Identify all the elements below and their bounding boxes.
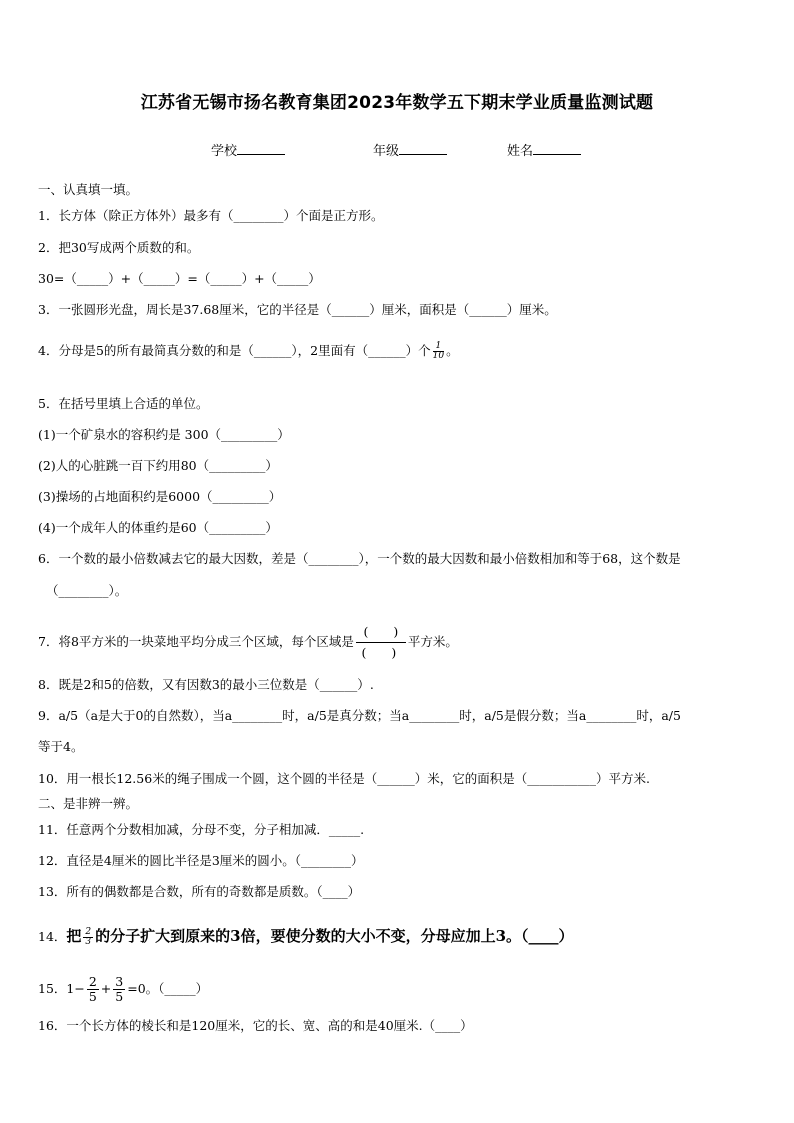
- question-14-pre: 把: [66, 927, 82, 945]
- question-5-part-2: (2)人的心脏跳一百下约用80（_________）: [38, 458, 278, 473]
- question-10: 10．用一根长12.56米的绳子围成一个圆，这个圆的半径是（______）米，它的面积是（___________）平方米.: [38, 771, 650, 786]
- question-16: 16．一个长方体的棱长和是120厘米，它的长、宽、高的和是40厘米.（____）: [38, 1018, 473, 1033]
- question-2-equation: 30=（_____）+（_____）=（_____）+（_____）: [38, 271, 321, 286]
- question-6-line-2: （________）。: [46, 583, 128, 598]
- fraction-denominator: 3: [85, 937, 92, 947]
- equals-zero: =0: [127, 981, 146, 996]
- name-label: 姓名: [507, 144, 534, 159]
- question-14-number: 14．: [38, 929, 67, 944]
- fraction-numerator: 2: [88, 974, 97, 989]
- question-15-number: 15．: [38, 981, 67, 996]
- school-field: [211, 140, 285, 159]
- question-7: [38, 622, 458, 663]
- question-11: 11．任意两个分数相加减，分母不变，分子相加减．_____.: [38, 822, 365, 837]
- fraction-denominator: 5: [115, 989, 124, 1004]
- question-8: 8．既是2和5的倍数，又有因数3的最小三位数是（______）.: [38, 677, 374, 692]
- question-7-end: 平方米。: [407, 634, 458, 649]
- question-3: 3．一张圆形光盘，周长是37.68厘米，它的半径是（______）厘米，面积是（______）厘米。: [38, 302, 557, 317]
- grade-label: 年级: [373, 144, 400, 159]
- question-7-text: 7．将8平方米的一块菜地平均分成三个区域，每个区域是: [38, 634, 354, 649]
- grade-blank[interactable]: [399, 142, 447, 155]
- question-9-line-2: 等于4。: [38, 739, 84, 754]
- question-5: 5．在括号里填上合适的单位。: [38, 396, 209, 411]
- question-14: [38, 928, 574, 947]
- question-2: 2．把30写成两个质数的和。: [38, 240, 200, 255]
- fraction-numerator: 1: [433, 342, 444, 352]
- grade-field: [373, 140, 447, 159]
- question-5-part-3: (3)操场的占地面积约是6000（_________）: [38, 489, 282, 504]
- question-15: [38, 975, 208, 1004]
- question-6-line-1: 6．一个数的最小倍数减去它的最大因数，差是（________），一个数的最大因数和最小倍数相加和等于68，这个数是: [38, 551, 681, 566]
- fraction-one-tenth: [433, 342, 444, 361]
- section-heading-fill: 一、认真填一填。: [38, 182, 139, 197]
- fraction-numerator: 2: [85, 927, 92, 937]
- fraction-two-fifths: [87, 975, 99, 1004]
- question-14-text: 的分子扩大到原来的3倍，要使分数的大小不变，分母应加上3。（____）: [95, 927, 574, 945]
- question-5-part-1: (1)一个矿泉水的容积约是 300（_________）: [38, 427, 290, 442]
- fraction-denominator: 10: [432, 351, 445, 361]
- page-title: 江苏省无锡市扬名教育集团2023年数学五下期末学业质量监测试题: [140, 93, 654, 113]
- blank-fraction[interactable]: [356, 622, 406, 663]
- question-1: 1．长方体（除正方体外）最多有（________）个面是正方形。: [38, 208, 384, 223]
- fraction-numerator: 3: [115, 974, 124, 989]
- section-heading-judge: 二、是非辨一辨。: [38, 796, 139, 811]
- fraction-numerator: ( ): [356, 622, 406, 643]
- school-label: 学校: [211, 144, 238, 159]
- question-5-part-4: (4)一个成年人的体重约是60（_________）: [38, 520, 278, 535]
- question-12: 12．直径是4厘米的圆比半径是3厘米的圆小。（________）: [38, 853, 364, 868]
- expression-term: 1−: [66, 981, 85, 996]
- question-9-line-1: 9．a/5（a是大于0的自然数），当a________时，a/5是真分数；当a________时，a/5是假分数；当a________时，a/5: [38, 708, 681, 723]
- fraction-two-thirds: [83, 928, 93, 947]
- question-4-end: 。: [446, 343, 459, 358]
- name-field: [507, 140, 581, 159]
- fraction-denominator: 5: [88, 989, 97, 1004]
- question-15-tail: 。（_____）: [145, 981, 209, 996]
- question-4-text: 4．分母是5的所有最简真分数的和是（______），2里面有（______）个: [38, 343, 431, 358]
- school-blank[interactable]: [237, 142, 285, 155]
- fraction-denominator: ( ): [361, 645, 397, 660]
- fraction-three-fifths: [113, 975, 125, 1004]
- question-13: 13．所有的偶数都是合数，所有的奇数都是质数。（____）: [38, 884, 361, 899]
- name-blank[interactable]: [533, 142, 581, 155]
- plus-operator: +: [100, 981, 112, 996]
- question-4: [38, 342, 459, 361]
